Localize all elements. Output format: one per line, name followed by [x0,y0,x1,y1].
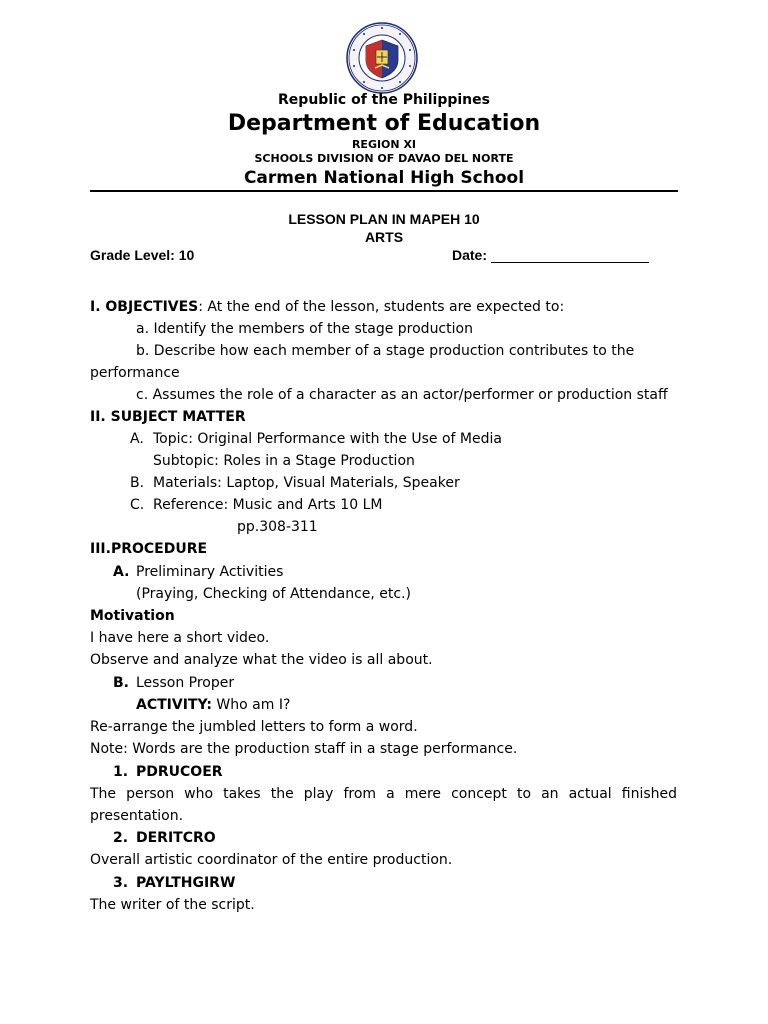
objectives-line [90,299,564,315]
activity-line [136,697,290,713]
department-heading: Department of Education [227,111,541,136]
lesson-plan-title: LESSON PLAN IN MAPEH 10 [288,211,480,227]
motivation-line-1: I have here a short video. [90,630,270,646]
item-2-word: DERITCRO [136,830,216,846]
item-1-number: 1. [113,764,129,780]
item-1-description: The person who takes the play from a mere concept to an actual finished [90,786,677,802]
objectives-intro: : At the end of the lesson, students are expected to: [198,299,565,315]
item-1-description-continued: presentation. [90,808,184,824]
subtopic: Subtopic: Roles in a Stage Production [153,453,415,469]
item-3-word: PAYLTHGIRW [136,875,236,891]
grade-level: Grade Level: 10 [90,247,195,263]
objective-b-continued: performance [90,365,180,381]
motivation-line-2: Observe and analyze what the video is all about. [90,652,433,668]
republic-heading: Republic of the Philippines [278,92,490,108]
activity-note: Note: Words are the production staff in a stage performance. [90,741,518,757]
item-3-number: 3. [113,875,129,891]
lesson-proper: Lesson Proper [136,675,235,691]
division-heading: SCHOOLS DIVISION OF DAVAO DEL NORTE [254,152,514,165]
preliminary-activities: Preliminary Activities [136,564,284,580]
activity-name: Who am I? [211,697,291,713]
motivation-heading: Motivation [90,608,175,624]
activity-instruction: Re-arrange the jumbled letters to form a word. [90,719,418,735]
objective-c: c. Assumes the role of a character as an actor/performer or production staff [136,387,668,403]
topic: Topic: Original Performance with the Use of Media [153,431,502,447]
procedure-b-marker: B. [113,675,129,691]
materials: Materials: Laptop, Visual Materials, Speaker [153,475,460,491]
item-2-description: Overall artistic coordinator of the entire production. [90,852,453,868]
reference: Reference: Music and Arts 10 LM [153,497,383,513]
item-3-description: The writer of the script. [90,897,255,913]
item-1-word: PDRUCOER [136,764,223,780]
date-label: Date: [452,247,488,263]
subject-matter-heading: II. SUBJECT MATTER [90,409,246,425]
reference-pages: pp.308-311 [237,519,318,535]
date-blank-line [491,249,649,263]
materials-marker: B. [130,475,145,491]
reference-marker: C. [130,497,145,513]
procedure-heading: III.PROCEDURE [90,541,208,557]
procedure-a-marker: A. [113,564,130,580]
school-heading: Carmen National High School [243,168,525,188]
objective-a: a. Identify the members of the stage production [136,321,473,337]
objective-b: b. Describe how each member of a stage production contributes to the [136,343,635,359]
item-2-number: 2. [113,830,129,846]
objectives-heading: I. OBJECTIVES [90,299,199,315]
date-field [452,247,649,263]
header-divider [90,190,678,192]
topic-marker: A. [130,431,144,447]
activity-label: ACTIVITY: [136,697,212,713]
region-heading: REGION XI [351,138,417,151]
lesson-plan-subject: ARTS [364,229,404,245]
deped-seal-icon [346,22,418,94]
preliminary-activities-detail: (Praying, Checking of Attendance, etc.) [136,586,411,602]
